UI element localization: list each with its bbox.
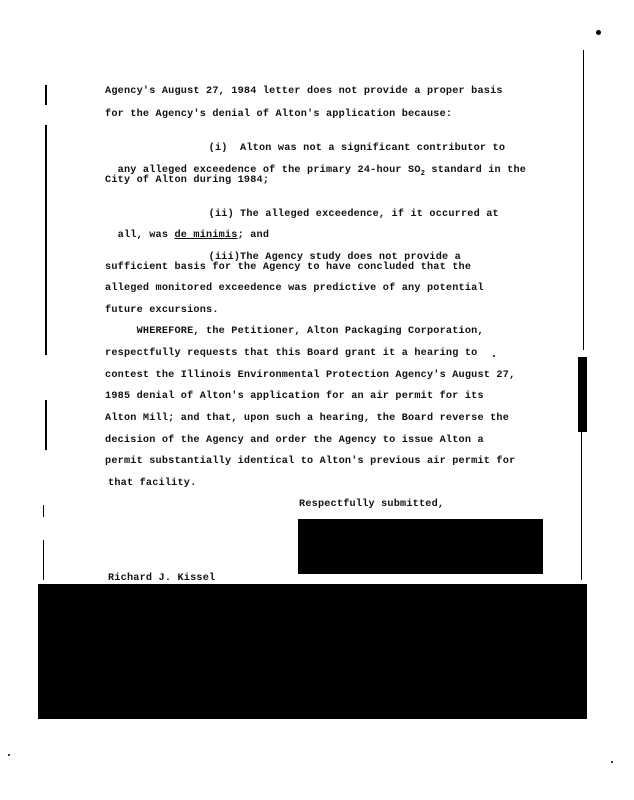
- text-line: that facility.: [108, 478, 197, 489]
- text-line: contest the Illinois Environmental Protection Agency's August 27,: [105, 370, 516, 381]
- left-margin-rule: [43, 505, 44, 517]
- text-line: sufficient basis for the Agency to have concluded that the: [105, 262, 472, 273]
- scan-speck: [596, 30, 601, 35]
- list-text: Alton was not a significant contributor to: [240, 143, 506, 154]
- left-margin-rule: [45, 125, 47, 355]
- text-span: ; and: [237, 230, 270, 241]
- text-line: City of Alton during 1984;: [105, 175, 270, 186]
- left-margin-rule: [45, 85, 47, 105]
- list-marker: (i): [208, 143, 228, 154]
- list-text: The alleged exceedence, if it occurred at: [240, 209, 499, 220]
- text-line: respectfully requests that this Board grant it a hearing to: [105, 348, 478, 359]
- scan-speck: [8, 754, 10, 756]
- signer-name: Richard J. Kissel: [108, 573, 216, 584]
- text-line: WHEREFORE, the Petitioner, Alton Packaging Corporation,: [105, 326, 484, 337]
- text-line: [105, 153, 526, 177]
- redaction-block: [38, 584, 587, 719]
- list-marker: (iii): [208, 252, 241, 263]
- right-margin-bar: [578, 357, 587, 432]
- right-margin-rule: [583, 50, 584, 350]
- text-line: permit substantially identical to Alton's previous air permit for: [105, 456, 516, 467]
- text-span: any alleged exceedence of the primary 24-hour SO: [117, 165, 421, 176]
- text-line: Agency's August 27, 1984 letter does not provide a proper basis: [105, 86, 503, 97]
- scan-speck: [611, 761, 613, 763]
- text-line: future excursions.: [105, 305, 219, 316]
- list-marker: (ii): [208, 209, 234, 220]
- underlined-term: de minimis: [174, 230, 238, 241]
- text-span: standard in the: [425, 165, 527, 176]
- text-line: [105, 218, 269, 242]
- left-margin-rule: [45, 400, 47, 450]
- text-line: Alton Mill; and that, upon such a hearing, the Board reverse the: [105, 413, 510, 424]
- text-span: all, was: [117, 230, 175, 241]
- closing-text: Respectfully submitted,: [299, 499, 445, 510]
- text-line: alleged monitored exceedence was predictive of any potential: [105, 283, 484, 294]
- subscript: 2: [420, 170, 426, 178]
- text-line: 1985 denial of Alton's application for an air permit for its: [105, 391, 484, 402]
- list-text: The Agency study does not provide a: [240, 252, 461, 263]
- scan-speck: [493, 355, 495, 357]
- signature-redaction: [298, 519, 543, 574]
- list-item-iii: [196, 240, 461, 264]
- text-line: for the Agency's denial of Alton's application because:: [105, 109, 453, 120]
- list-item-i: [196, 131, 506, 155]
- left-margin-rule: [43, 540, 44, 580]
- text-line: decision of the Agency and order the Agency to issue Alton a: [105, 435, 484, 446]
